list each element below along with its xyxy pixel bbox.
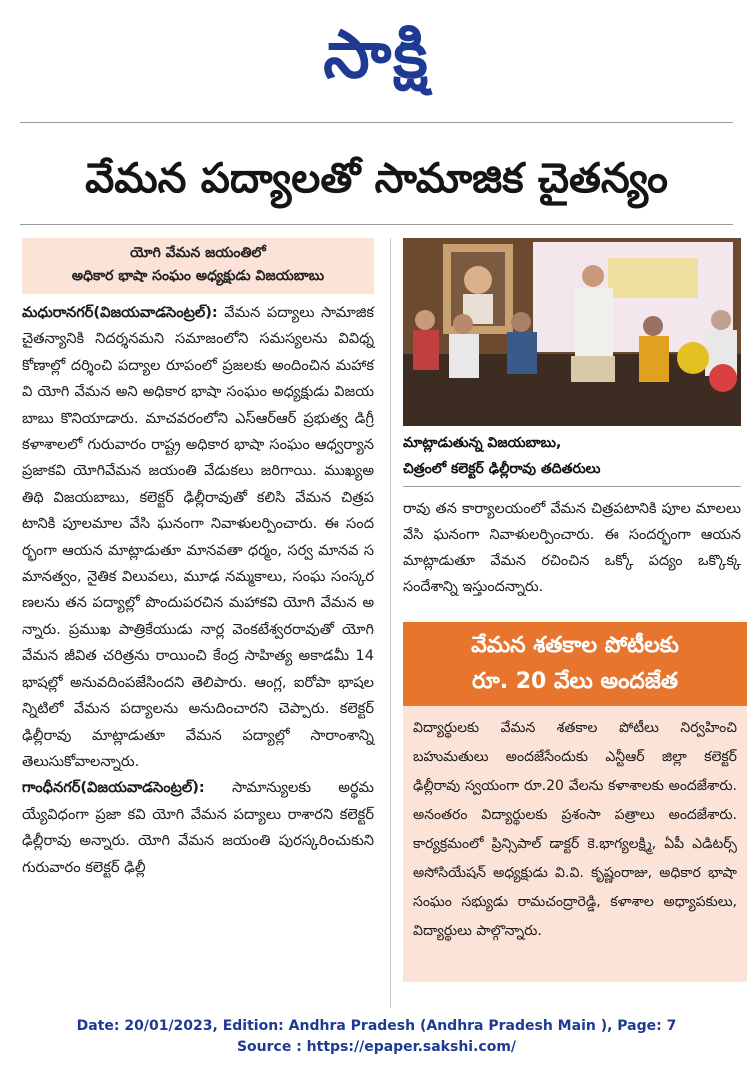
- article-headline: వేమన పద్యాలతో సామాజిక చైతన్యం: [85, 154, 668, 202]
- article-body-right: రావు తన కార్యాలయంలో వేమన చిత్రపటానికి పూల మాలలు వేసి ఘనంగా నివాళులర్పించారు. ఈ సందర్భంగా ఆయన మాట్లాడుతూ వేమన రచించిన ఒక్కో పద్యం ఒక్కొక్క సందేశాన్ని ఇస్తుందన్నారు.: [403, 501, 741, 595]
- event-photo: [403, 238, 741, 426]
- footer-edition-info: Date: 20/01/2023, Edition: Andhra Pradesh (Andhra Pradesh Main ), Page: 7: [76, 1018, 677, 1034]
- left-column: [22, 238, 374, 881]
- photo-caption-line-1: మాట్లాడుతున్న విజయబాబు,: [403, 435, 562, 451]
- sidebar-box-body: విద్యార్థులకు వేమన శతకాల పోటీలు నిర్వహించి బహుమతులు అందజేసేందుకు ఎన్టీఆర్ జిల్లా కలెక్టర్ ఢిల్లీరావు స్వయంగా రూ.20 వేలను కళాశాలకు అందజేశారు. అనంతరం విద్యార్థులకు ప్రశంసా పత్రాలు అందజేశారు. కార్యక్రమంలో ప్రిన్సిపాల్ డాక్టర్ కె.భాగ్యలక్ష్మి, ఏపీ ఎడిటర్స్ అసోసియేషన్ అధ్యక్షుడు వి.వి. కృష్ణంరాజు, అధికార భాషా సంఘం సభ్యుడు రామచంద్రారెడ్డి, కళాశాల అధ్యాపకులు, విద్యార్థులు పాల్గొన్నారు.: [403, 706, 747, 982]
- page-footer: [0, 1016, 753, 1058]
- article-body-left: [22, 300, 374, 881]
- caption-divider: [403, 486, 741, 487]
- column-divider: [390, 238, 391, 1008]
- paragraph-2-text: సామాన్యులకు అర్థమయ్యేవిధంగా ప్రజా కవి యోగి వేమన పద్యాలు రాశారని కలెక్టర్ ఢిల్లీరావు అన్నారు. యోగి వేమన జయంతి పురస్కరించుకుని గురువారం కలెక్టర్ ఢిల్లీ: [22, 779, 374, 876]
- photo-caption: [403, 430, 741, 482]
- headline-divider: [20, 224, 733, 225]
- box-header-line-1: వేమన శతకాల పోటీలకు: [471, 633, 679, 658]
- paragraph-1: [22, 300, 374, 775]
- header-divider: [20, 122, 733, 123]
- dateline-madhuranagar: మధురానగర్(విజయవాడసెంట్రల్):: [22, 304, 218, 321]
- dateline-gandhinagar: గాంధీనగర్(విజయవాడసెంట్రల్):: [22, 779, 205, 797]
- kicker-line-2: అధికార భాషా సంఘం అధ్యక్షుడు విజయబాబు: [71, 268, 325, 284]
- masthead: [0, 0, 753, 110]
- sidebar-box-header: [403, 622, 747, 706]
- footer-source-link[interactable]: Source : https://epaper.sakshi.com/: [236, 1039, 517, 1055]
- box-header-line-2: రూ. 20 వేలు అందజేత: [471, 669, 679, 694]
- sakshi-logo: సాక్షి: [323, 16, 430, 93]
- photo-caption-line-2: చిత్రంలో కలెక్టర్ ఢిల్లీరావు తదితరులు: [403, 461, 601, 477]
- paragraph-1-text: వేమన పద్యాలు సామాజిక చైతన్యానికి నిదర్శనమని సమాజంలోని సమస్యలను వివిధ్న కోణాల్లో దర్శించి పద్యాల రూపంలో ప్రజలకు అందించిన మహాకవి యోగి వేమన అని అధికార భాషా సంఘం అధ్యక్షుడు విజయబాబు కొనియాడారు. మాచవరంలోని ఎస్ఆర్ఆర్ ప్రభుత్వ డిగ్రీ కళాశాలలో గురువారం రాష్ట్ర అధికార భాషా సంఘం ఆధ్వర్యాన ప్రజాకవి యోగివేమన జయంతి వేడుకలు జరిగాయి. ముఖ్యఅతిథి విజయబాబు, కలెక్టర్ ఢిల్లీరావుతో కలిసి వేమన చిత్రపటానికి పూలమాల వేసి ఘనంగా నివాళులర్పించారు. ఈ సందర్భంగా ఆయన మాట్లాడుతూ మానవతా ధర్మం, సర్వ మానవ సమానత్వం, నైతిక విలువలు, మూఢ నమ్మకాలు, సంఘ సంస్కరణలను తన పద్యాల్లో పొందుపరచిన మహాకవి యోగి వేమన అన్నారు. ప్రముఖ పాత్రికేయుడు నార్ల వెంకటేశ్వరరావుతో యోగి వేమన జీవిత చరిత్రను రాయించి కేంద్ర సాహిత్య అకాడమీ 14 భాషల్లో అనువదింపజేసిందని తెలిపారు. ఆంగ్ల, ఐరోపా భాషలన్నిటిలో వేమన పద్యాలను అనుదించారని చెప్పారు. కలెక్టర్ ఢిల్లీరావు మాట్లాడుతూ వేమన పద్యాల్లో సారాంశాన్ని తెలుసుకోవాలన్నారు.: [22, 304, 374, 770]
- article-kicker: [22, 238, 374, 294]
- kicker-line-1: యోగి వేమన జయంతిలో: [130, 245, 266, 261]
- event-photo-illustration: [403, 238, 741, 426]
- paragraph-2: [22, 775, 374, 881]
